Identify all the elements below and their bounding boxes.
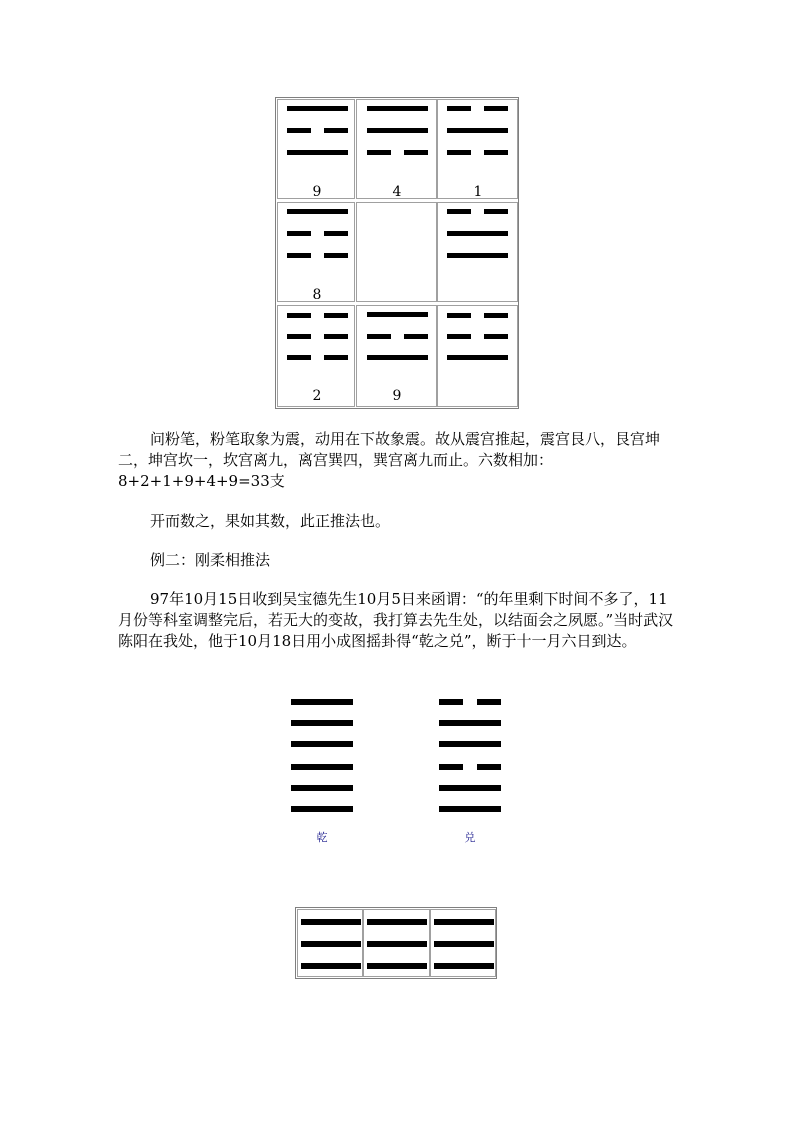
trigram-line-solid bbox=[287, 209, 348, 214]
trigram-line-solid bbox=[367, 106, 428, 111]
cell-number: 1 bbox=[473, 184, 483, 200]
trigram-line-broken bbox=[324, 334, 348, 339]
paragraph-3: 97年10月15日收到吴宝德先生10月5日来函谓：“的年里剩下时间不多了，11月份等科室调整完后，若无大的变故，我打算去先生处，以结面会之夙愿。”当时武汉陈阳在我处，他于10月18日用小成图摇卦得“乾之兑”，断于十一月六日到达。 bbox=[118, 590, 674, 650]
trigram-line-broken bbox=[324, 128, 348, 133]
trigram-line-broken bbox=[367, 150, 391, 155]
hexagram-line-broken bbox=[477, 764, 501, 770]
trigram-line-solid bbox=[367, 941, 427, 947]
trigram-line-solid bbox=[447, 128, 508, 133]
trigram-line-solid bbox=[367, 963, 427, 969]
trigram-line-broken bbox=[447, 150, 471, 155]
hexagram-line-solid bbox=[291, 806, 353, 812]
grid-cell-r2c3 bbox=[437, 202, 518, 302]
grid-cell-r1c2 bbox=[356, 99, 437, 199]
cell-number: 2 bbox=[312, 388, 322, 404]
hexagram-label-qian: 乾 bbox=[316, 831, 328, 844]
grid-cell-r2c1 bbox=[277, 202, 355, 302]
grid-cell-r1c1 bbox=[277, 99, 355, 199]
hexagram-line-solid bbox=[291, 741, 353, 747]
hexagram-qian bbox=[291, 699, 353, 815]
hexagram-line-solid bbox=[439, 806, 501, 812]
trigram-line-solid bbox=[434, 919, 494, 925]
paragraph-2: 开而数之，果如其数，此正推法也。 bbox=[150, 512, 391, 530]
hexagram-line-broken bbox=[477, 699, 501, 705]
trigram-line-solid bbox=[367, 312, 428, 317]
trigram-line-broken bbox=[447, 334, 471, 339]
grid-cell-r1c3 bbox=[437, 99, 518, 199]
trigram-line-broken bbox=[404, 334, 428, 339]
trigram-line-broken bbox=[324, 355, 348, 360]
trigram-line-solid bbox=[434, 941, 494, 947]
hexagram-label-dui: 兑 bbox=[464, 831, 476, 844]
hexagram-line-solid bbox=[291, 699, 353, 705]
trigram-line-broken bbox=[484, 334, 508, 339]
trigram-line-broken bbox=[287, 334, 311, 339]
trigram-line-broken bbox=[287, 253, 311, 258]
trigram-line-broken bbox=[324, 231, 348, 236]
qian-trigram-row bbox=[295, 907, 497, 979]
trigram-line-broken bbox=[287, 231, 311, 236]
trigram-line-broken bbox=[484, 209, 508, 214]
cell-number: 8 bbox=[312, 287, 322, 303]
trigram-line-broken bbox=[404, 150, 428, 155]
hexagram-line-broken bbox=[439, 699, 463, 705]
trigram-line-solid bbox=[367, 128, 428, 133]
hexagram-dui bbox=[439, 699, 501, 815]
grid-cell-r3c3 bbox=[437, 305, 518, 407]
trigram-line-solid bbox=[367, 919, 427, 925]
cell-number: 9 bbox=[312, 184, 322, 200]
row-cell-2 bbox=[363, 909, 430, 977]
trigram-line-broken bbox=[447, 209, 471, 214]
cell-number: 9 bbox=[392, 388, 402, 404]
trigram-line-solid bbox=[287, 150, 348, 155]
trigram-line-solid bbox=[447, 253, 508, 258]
hexagram-line-solid bbox=[291, 785, 353, 791]
trigram-line-broken bbox=[324, 253, 348, 258]
trigram-line-broken bbox=[484, 150, 508, 155]
trigram-line-solid bbox=[447, 231, 508, 236]
trigram-grid bbox=[275, 97, 519, 409]
trigram-line-broken bbox=[484, 313, 508, 318]
section-heading-example-2: 例二：刚柔相推法 bbox=[150, 551, 271, 569]
hexagram-line-solid bbox=[439, 741, 501, 747]
trigram-line-solid bbox=[301, 963, 361, 969]
trigram-line-broken bbox=[367, 334, 391, 339]
trigram-line-broken bbox=[287, 128, 311, 133]
trigram-line-solid bbox=[367, 355, 428, 360]
row-cell-3 bbox=[430, 909, 496, 977]
grid-cell-r3c2 bbox=[356, 305, 437, 407]
trigram-line-solid bbox=[447, 355, 508, 360]
trigram-line-broken bbox=[287, 355, 311, 360]
hexagram-line-broken bbox=[439, 764, 463, 770]
trigram-line-broken bbox=[324, 313, 348, 318]
hexagram-line-solid bbox=[439, 720, 501, 726]
row-cell-1 bbox=[297, 909, 363, 977]
trigram-line-broken bbox=[484, 106, 508, 111]
trigram-line-solid bbox=[301, 919, 361, 925]
grid-cell-r2c2-empty bbox=[356, 202, 437, 302]
paragraph-1: 问粉笔，粉笔取象为震，动用在下故象震。故从震宫推起，震宫艮八，艮宫坤二，坤宫坎一，坎宫离九，离宫巽四，巽宫离九而止。六数相加：8+2+1+9+4+9=33支 bbox=[118, 430, 661, 490]
grid-cell-r3c1 bbox=[277, 305, 355, 407]
trigram-line-broken bbox=[287, 313, 311, 318]
trigram-line-solid bbox=[301, 941, 361, 947]
trigram-line-broken bbox=[447, 313, 471, 318]
trigram-line-solid bbox=[434, 963, 494, 969]
cell-number: 4 bbox=[392, 184, 402, 200]
trigram-line-broken bbox=[447, 106, 471, 111]
hexagram-line-solid bbox=[291, 764, 353, 770]
hexagram-line-solid bbox=[439, 785, 501, 791]
hexagram-line-solid bbox=[291, 720, 353, 726]
trigram-line-solid bbox=[287, 106, 348, 111]
